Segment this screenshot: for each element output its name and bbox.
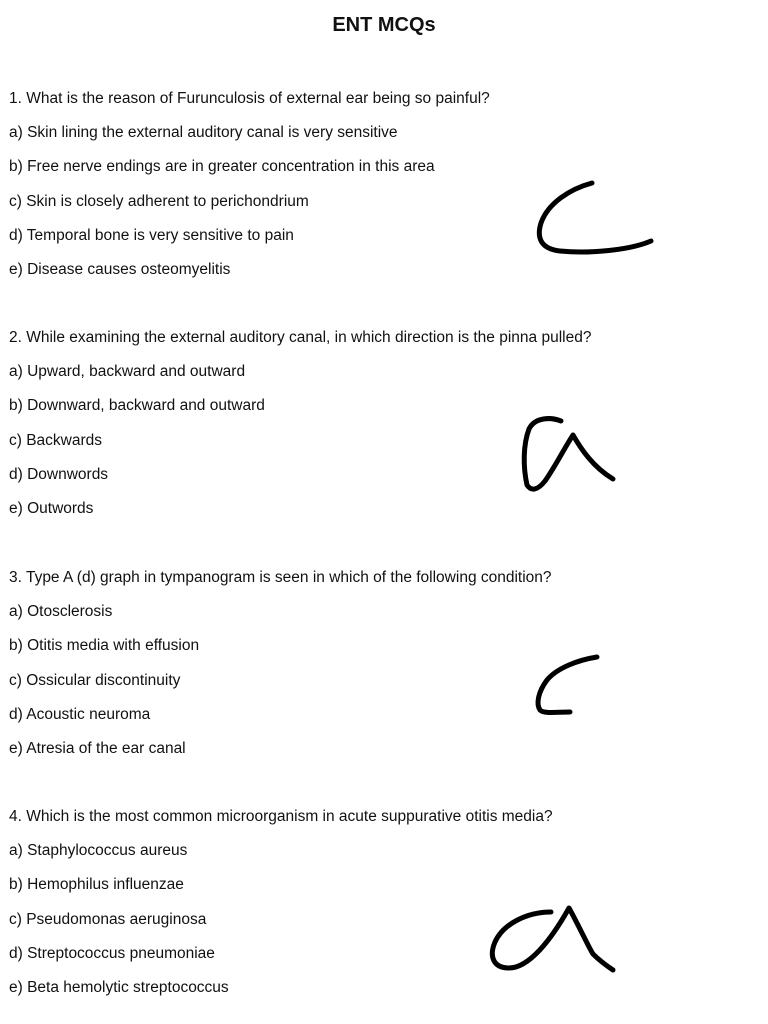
question-2-option-e: e) Outwords bbox=[9, 499, 94, 517]
question-3-option-b: b) Otitis media with effusion bbox=[9, 637, 200, 655]
handwritten-answer-2 bbox=[515, 405, 625, 500]
question-1-option-b: b) Free nerve endings are in greater concentration in this area bbox=[9, 158, 435, 176]
question-3-option-c: c) Ossicular discontinuity bbox=[9, 671, 181, 689]
question-1-option-c: c) Skin is closely adherent to perichondrium bbox=[9, 192, 309, 210]
handwritten-answer-3 bbox=[530, 648, 610, 723]
handwritten-answer-4 bbox=[485, 898, 625, 983]
question-4-option-a: a) Staphylococcus aureus bbox=[9, 842, 188, 860]
question-1-option-d: d) Temporal bone is very sensitive to pain bbox=[9, 226, 294, 244]
question-2-option-c: c) Backwards bbox=[9, 431, 103, 449]
question-4-option-e: e) Beta hemolytic streptococcus bbox=[9, 978, 229, 996]
question-2-option-a: a) Upward, backward and outward bbox=[9, 363, 246, 381]
question-3-option-d: d) Acoustic neuroma bbox=[9, 705, 151, 723]
question-3-stem: 3. Type A (d) graph in tympanogram is seen in which of the following condition? bbox=[9, 569, 552, 586]
question-1-option-a: a) Skin lining the external auditory canal is very sensitive bbox=[9, 124, 398, 142]
question-4-option-d: d) Streptococcus pneumoniae bbox=[9, 944, 215, 962]
question-2-option-b: b) Downward, backward and outward bbox=[9, 397, 265, 415]
question-4-stem: 4. Which is the most common microorganism in acute suppurative otitis media? bbox=[9, 808, 553, 825]
question-2-stem: 2. While examining the external auditory canal, in which direction is the pinna pulled? bbox=[9, 329, 592, 346]
question-1-option-e: e) Disease causes osteomyelitis bbox=[9, 260, 231, 278]
question-4-option-c: c) Pseudomonas aeruginosa bbox=[9, 910, 207, 928]
question-2-option-d: d) Downwords bbox=[9, 465, 109, 483]
document-title: ENT MCQs bbox=[332, 14, 436, 36]
handwritten-answer-1 bbox=[530, 175, 660, 265]
question-3-option-e: e) Atresia of the ear canal bbox=[9, 739, 186, 757]
question-4-option-b: b) Hemophilus influenzae bbox=[9, 876, 184, 894]
question-3-option-a: a) Otosclerosis bbox=[9, 603, 113, 621]
question-1-stem: 1. What is the reason of Furunculosis of external ear being so painful? bbox=[9, 90, 490, 107]
